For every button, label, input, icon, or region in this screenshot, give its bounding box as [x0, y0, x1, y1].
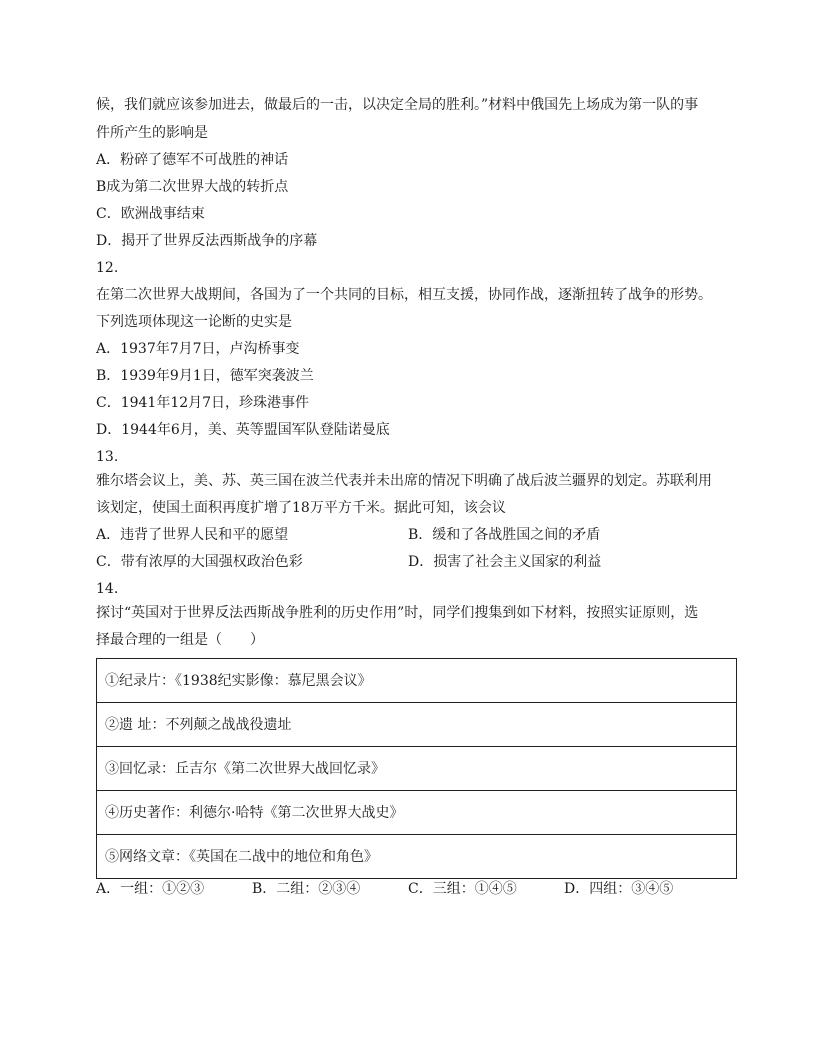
q11-stem-line2: 件所产生的影响是: [96, 125, 208, 141]
q13-option-d: D．损害了社会主义国家的利益: [408, 554, 602, 570]
q12-option-d: D．1944年6月，美、英等盟国军队登陆诺曼底: [96, 422, 390, 438]
q11-option-b: B成为第二次世界大战的转折点: [96, 179, 289, 195]
q12-number: 12.: [96, 260, 119, 276]
q14-sources-table: [96, 658, 737, 879]
q13-stem-line2: 该划定，使国土面积再度扩增了18万平方千米。据此可知，该会议: [96, 500, 506, 516]
source-4: ④历史著作：利德尔·哈特《第二次世界大战史》: [97, 791, 737, 835]
q13-stem-line1: 雅尔塔会议上，美、苏、英三国在波兰代表并未出席的情况下明确了战后波兰疆界的划定。苏联利用: [96, 473, 712, 489]
q14-stem-line2: 择最合理的一组是（ ）: [96, 632, 264, 648]
q11-option-a: A．粉碎了德军不可战胜的神话: [96, 152, 289, 168]
source-1: ①纪录片：《1938纪实影像：慕尼黑会议》: [97, 659, 737, 703]
q13-number: 13.: [96, 449, 119, 465]
q14-option-a: A．一组：①②③: [96, 881, 205, 897]
q12-option-b: B．1939年9月1日，德军突袭波兰: [96, 368, 314, 384]
table-row: [97, 747, 737, 791]
q11-stem-line1: 候，我们就应该参加进去，做最后的一击，以决定全局的胜利。”材料中俄国先上场成为第一队的事: [96, 97, 699, 113]
table-row: [97, 791, 737, 835]
q13-option-a: A．违背了世界人民和平的愿望: [96, 527, 289, 543]
q14-option-b: B．二组：②③④: [252, 881, 361, 897]
q12-option-c: C．1941年12月7日，珍珠港事件: [96, 395, 310, 411]
table-row: [97, 703, 737, 747]
q12-option-a: A．1937年7月7日，卢沟桥事变: [96, 341, 300, 357]
q13-option-c: C．带有浓厚的大国强权政治色彩: [96, 554, 303, 570]
q13-option-b: B．缓和了各战胜国之间的矛盾: [408, 527, 601, 543]
source-2: ②遗 址：不列颠之战战役遗址: [97, 703, 737, 747]
q11-option-d: D．揭开了世界反法西斯战争的序幕: [96, 233, 318, 249]
table-row: [97, 659, 737, 703]
source-5: ⑤网络文章：《英国在二战中的地位和角色》: [97, 835, 737, 879]
q14-option-c: C．三组：①④⑤: [408, 881, 517, 897]
q14-option-d: D．四组：③④⑤: [564, 881, 674, 897]
q12-stem-line2: 下列选项体现这一论断的史实是: [96, 314, 292, 330]
source-3: ③回忆录：丘吉尔《第二次世界大战回忆录》: [97, 747, 737, 791]
q14-stem-line1: 探讨“英国对于世界反法西斯战争胜利的历史作用”时，同学们搜集到如下材料，按照实证原则，选: [96, 605, 699, 621]
table-row: [97, 835, 737, 879]
q11-option-c: C．欧洲战事结束: [96, 206, 205, 222]
q14-number: 14.: [96, 581, 119, 597]
q12-stem-line1: 在第二次世界大战期间，各国为了一个共同的目标，相互支援，协同作战，逐渐扭转了战争的形势。: [96, 287, 712, 303]
